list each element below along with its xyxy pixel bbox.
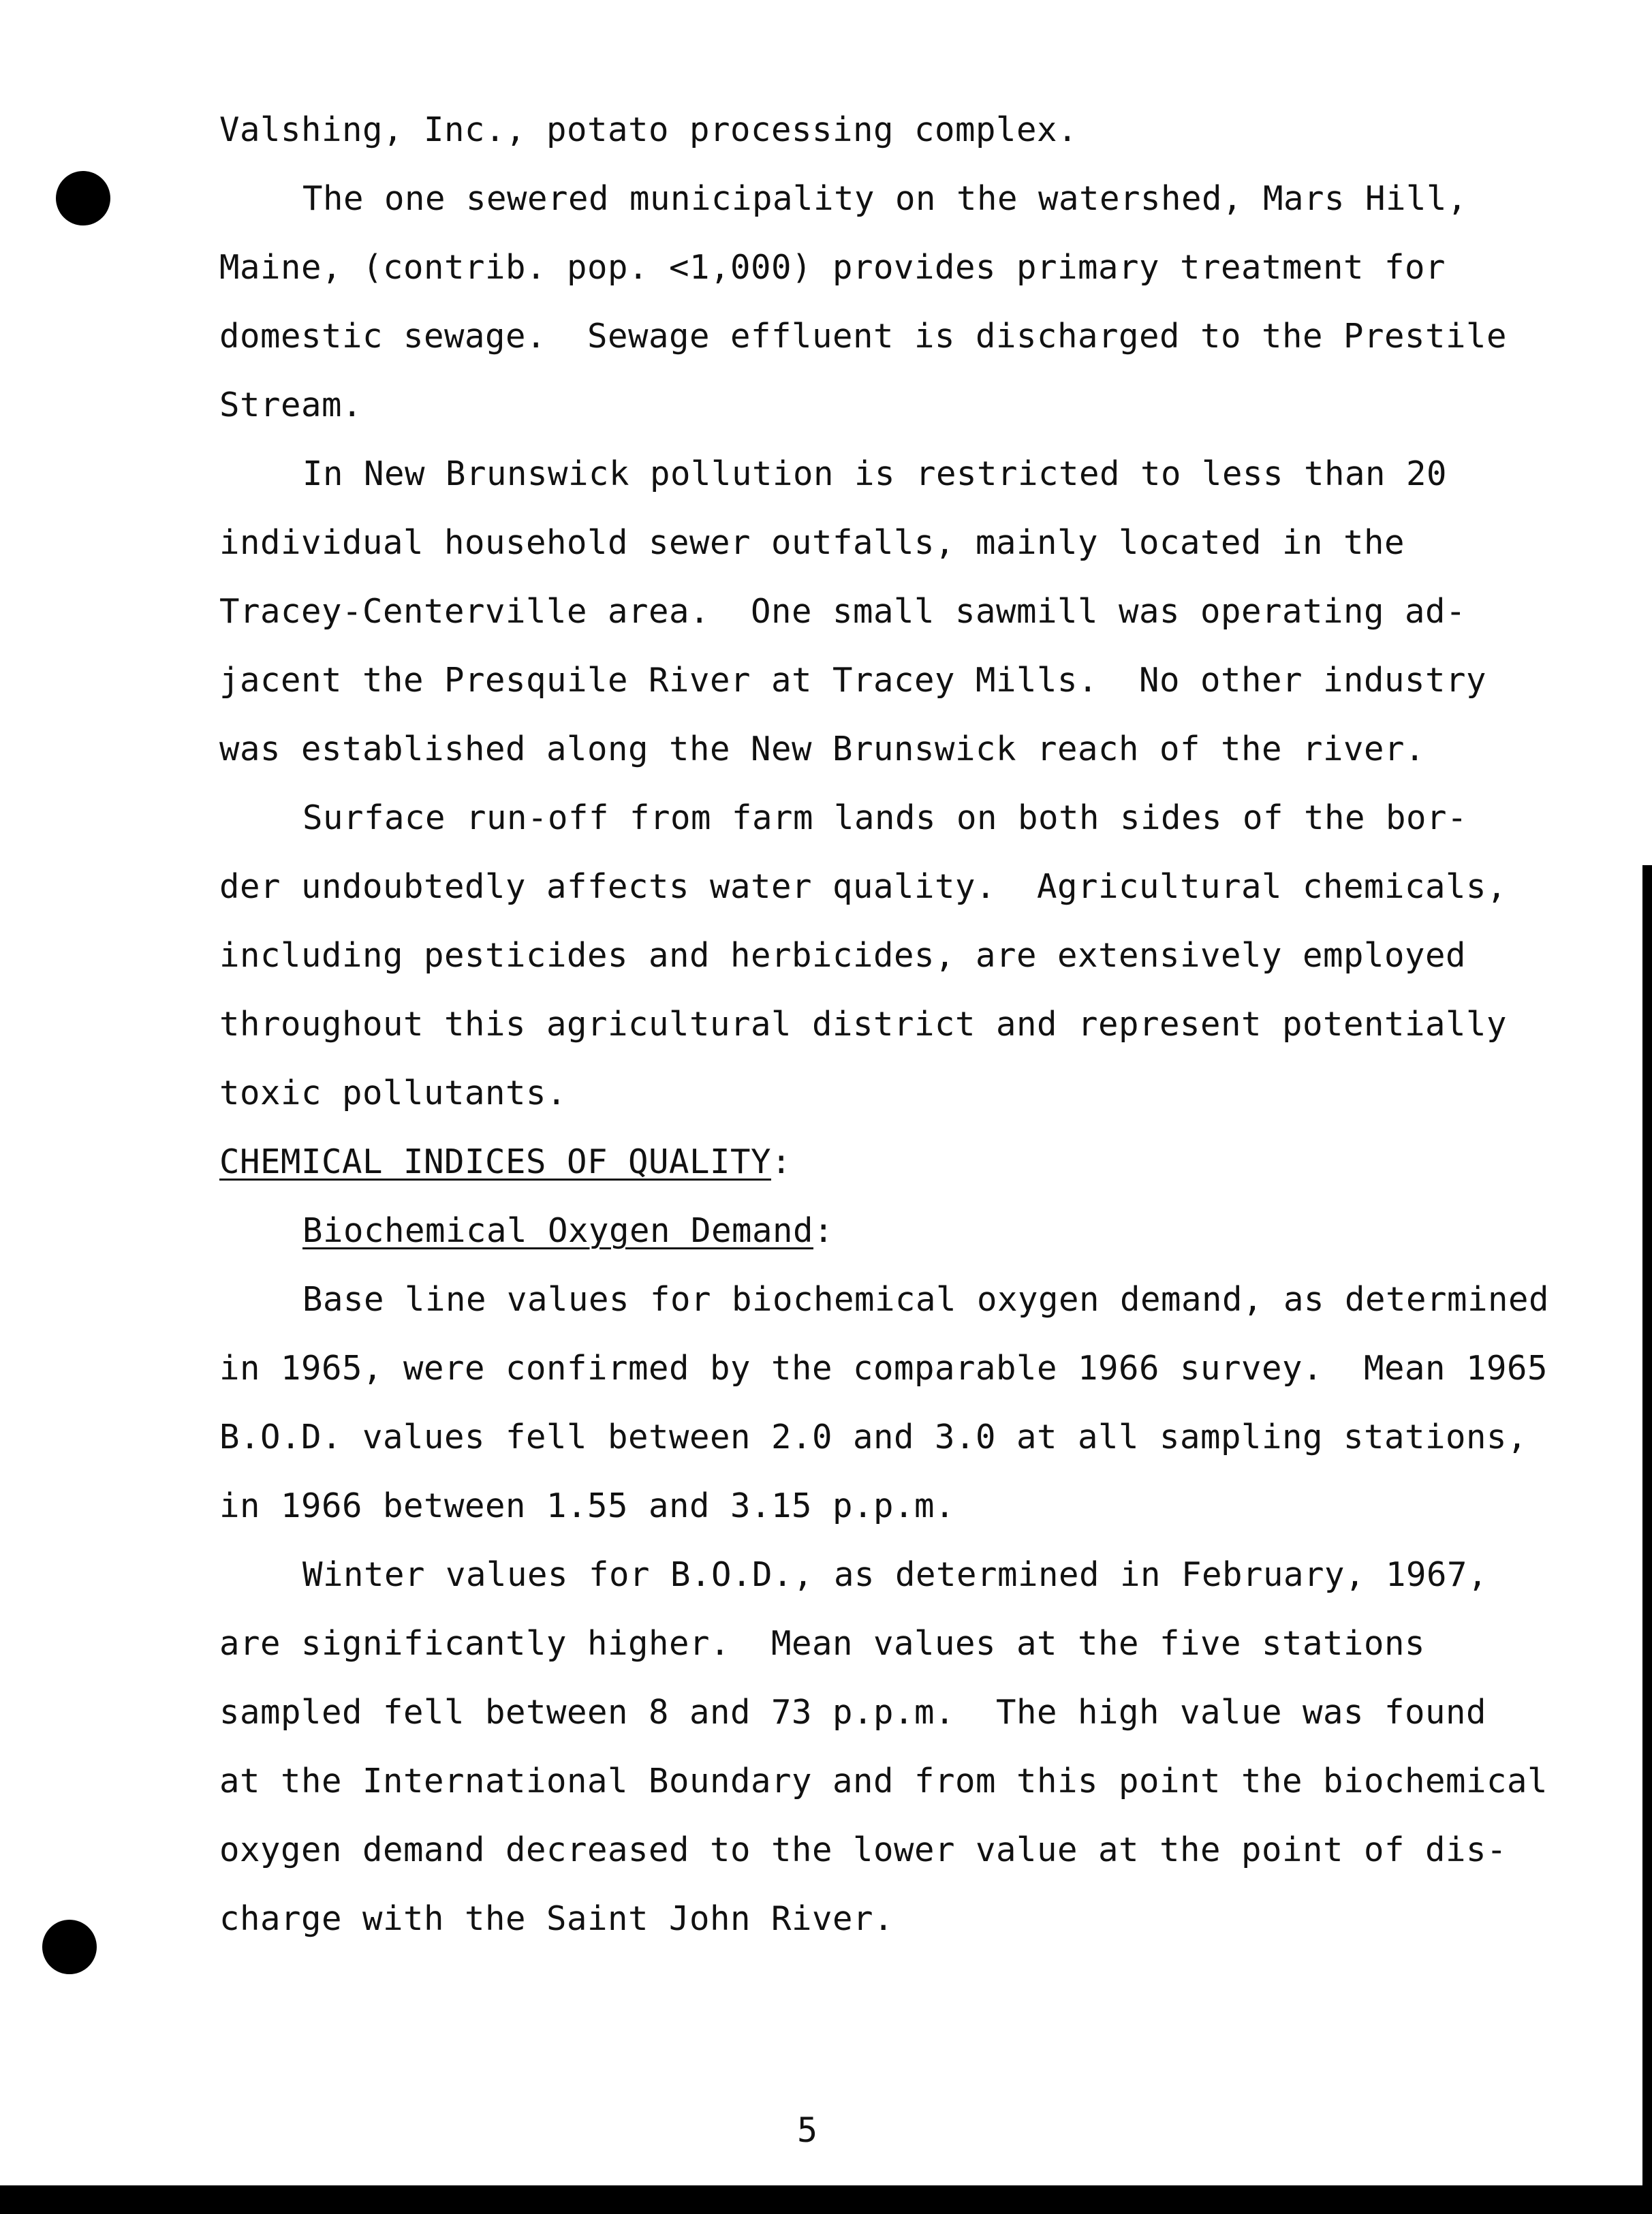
text-line: including pesticides and herbicides, are extensively employed [219, 936, 1467, 975]
punch-hole-bottom [42, 1920, 97, 1974]
text-line: Stream. [219, 386, 363, 424]
text-line: Maine, (contrib. pop. <1,000) provides primary treatment for [219, 248, 1446, 287]
text-line: Surface run-off from farm lands on both sides of the bor- [302, 798, 1468, 837]
subsection-heading-text: Biochemical Oxygen Demand [302, 1211, 814, 1250]
text-line: oxygen demand decreased to the lower value at the point of dis- [219, 1830, 1508, 1869]
text-line: throughout this agricultural district and represent potentially [219, 1005, 1508, 1044]
subsection-heading [219, 1196, 1561, 1265]
text-line: Tracey-Centerville area. One small sawmill was operating ad- [219, 592, 1467, 631]
scan-edge-bottom [0, 2185, 1652, 2214]
page-number: 5 [797, 2110, 818, 2150]
punch-hole-top [56, 171, 110, 225]
body-text [219, 95, 1561, 1953]
subsection-heading-suffix: : [813, 1211, 835, 1250]
text-line: individual household sewer outfalls, mainly located in the [219, 523, 1405, 562]
text-line: Base line values for biochemical oxygen demand, as determined [302, 1280, 1550, 1319]
text-line: toxic pollutants. [219, 1074, 567, 1112]
text-line: Valshing, Inc., potato processing complex. [219, 110, 1078, 149]
text-line: are significantly higher. Mean values at the five stations [219, 1624, 1426, 1663]
text-line: was established along the New Brunswick reach of the river. [219, 730, 1426, 768]
section-heading [219, 1127, 1561, 1196]
text-line: in 1965, were confirmed by the comparable 1966 survey. Mean 1965 [219, 1349, 1548, 1388]
text-line: domestic sewage. Sewage effluent is discharged to the Prestile [219, 317, 1508, 356]
text-line: sampled fell between 8 and 73 p.p.m. The high value was found [219, 1693, 1487, 1732]
scan-edge-right [1642, 865, 1652, 2214]
text-line: charge with the Saint John River. [219, 1899, 894, 1938]
text-line: Winter values for B.O.D., as determined in February, 1967, [302, 1555, 1489, 1594]
section-heading-text: CHEMICAL INDICES OF QUALITY [219, 1142, 772, 1181]
text-line: In New Brunswick pollution is restricted to less than 20 [302, 454, 1448, 493]
text-line: B.O.D. values fell between 2.0 and 3.0 at all sampling stations, [219, 1418, 1528, 1456]
text-line: at the International Boundary and from this point the biochemical [219, 1762, 1548, 1800]
text-line: The one sewered municipality on the watershed, Mars Hill, [302, 179, 1468, 218]
text-line: in 1966 between 1.55 and 3.15 p.p.m. [219, 1486, 956, 1525]
text-line: jacent the Presquile River at Tracey Mills. No other industry [219, 661, 1487, 700]
section-heading-suffix: : [771, 1142, 792, 1181]
text-line: der undoubtedly affects water quality. Agricultural chemicals, [219, 867, 1508, 906]
